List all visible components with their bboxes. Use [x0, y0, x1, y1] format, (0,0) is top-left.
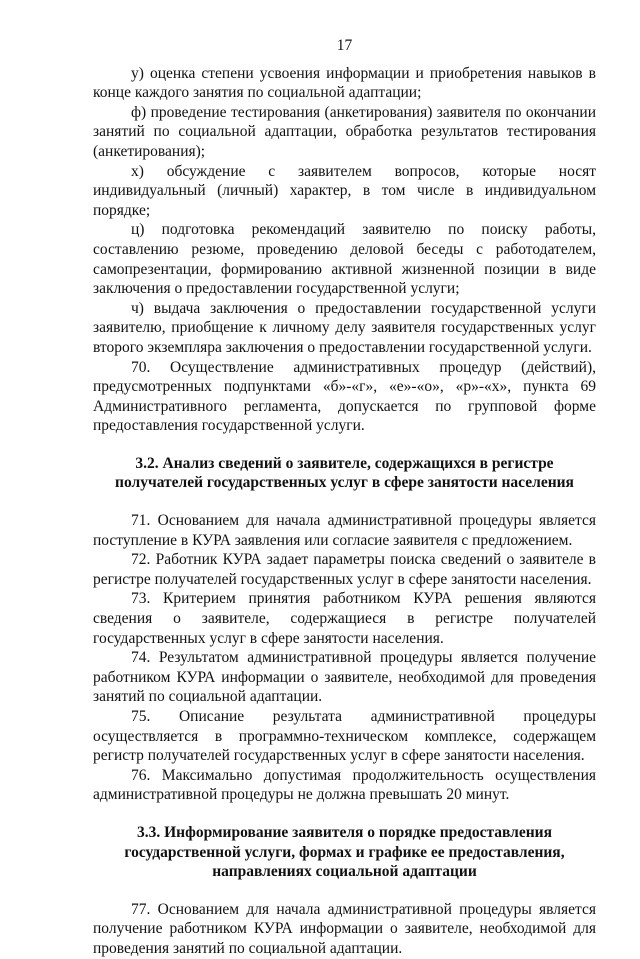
page-number: 17	[336, 37, 353, 54]
spacer	[93, 493, 596, 511]
paragraph-71: 71. Основанием для начала административной процедуры является поступление в КУРА заявления или согласие заявителя с предложением.	[93, 512, 596, 549]
section-heading-3-2	[93, 454, 596, 493]
paragraph-kh: х) обсуждение с заявителем вопросов, которые носят индивидуальный (личный) характер, в том числе в индивидуальном порядке;	[93, 162, 596, 219]
paragraph-75: 75. Описание результата административной процедуры осуществляется в программно-техническом комплексе, содержащем регистр получателей государственных услуг в сфере занятости населения.	[93, 708, 596, 765]
heading-line: государственной услуги, формах и графике ее предоставления,	[124, 843, 565, 861]
heading-line: 3.2. Анализ сведений о заявителе, содержащихся в регистре	[135, 454, 554, 472]
document-page	[93, 36, 596, 959]
heading-line: направлениях социальной адаптации	[212, 863, 477, 881]
paragraph-72: 72. Работник КУРА задает параметры поиска сведений о заявителе в регистре получателей государственных услуг в сфере занятости населения.	[93, 551, 596, 588]
paragraph-76: 76. Максимально допустимая продолжительность осуществления административной процедуры не должна превышать 20 минут.	[93, 766, 596, 804]
paragraph-74: 74. Результатом административной процедуры является получение работником КУРА информации о заявителе, необходимой для проведения занятий по социальной адаптации.	[93, 649, 596, 706]
heading-line: 3.3. Информирование заявителя о порядке предоставления	[137, 823, 552, 841]
paragraph-73: 73. Критерием принятия работником КУРА решения являются сведения о заявителе, содержащиеся в регистре получателей государственных услуг в сфере занятости населения.	[93, 590, 596, 647]
paragraph-77: 77. Основанием для начала административной процедуры является получение работником КУРА информации о заявителе, необходимой для проведения занятий по социальной адаптации.	[93, 900, 596, 957]
paragraph-70: 70. Осуществление административных процедур (действий), предусмотренных подпунктами «б»-«г», «е»-«о», «р»-«х», пункта 69 Административного регламента, допускается по групповой форме предоставления государственной услуги.	[93, 358, 596, 435]
section-heading-3-3	[93, 823, 596, 882]
heading-line: получателей государственных услуг в сфере занятости населения	[115, 474, 574, 492]
spacer	[93, 882, 596, 900]
paragraph-f: ф) проведение тестирования (анкетирования) заявителя по окончании занятий по социальной адаптации, обработка результатов тестирования (анкетирования);	[93, 103, 596, 160]
paragraph-ch: ч) выдача заключения о предоставлении государственной услуги заявителю, приобщение к личному делу заявителя государственных услуг второго экземпляра заключения о предоставлении государственной услуги.	[93, 299, 596, 356]
spacer	[93, 436, 596, 454]
spacer	[93, 805, 596, 823]
paragraph-u: у) оценка степени усвоения информации и приобретения навыков в конце каждого занятия по социальной адаптации;	[93, 64, 596, 102]
paragraph-ts: ц) подготовка рекомендаций заявителю по поиску работы, составлению резюме, проведению деловой беседы с работодателем, самопрезентации, формированию активной жизненной позиции в виде заключения о предоставлении государственной услуги;	[93, 221, 596, 298]
